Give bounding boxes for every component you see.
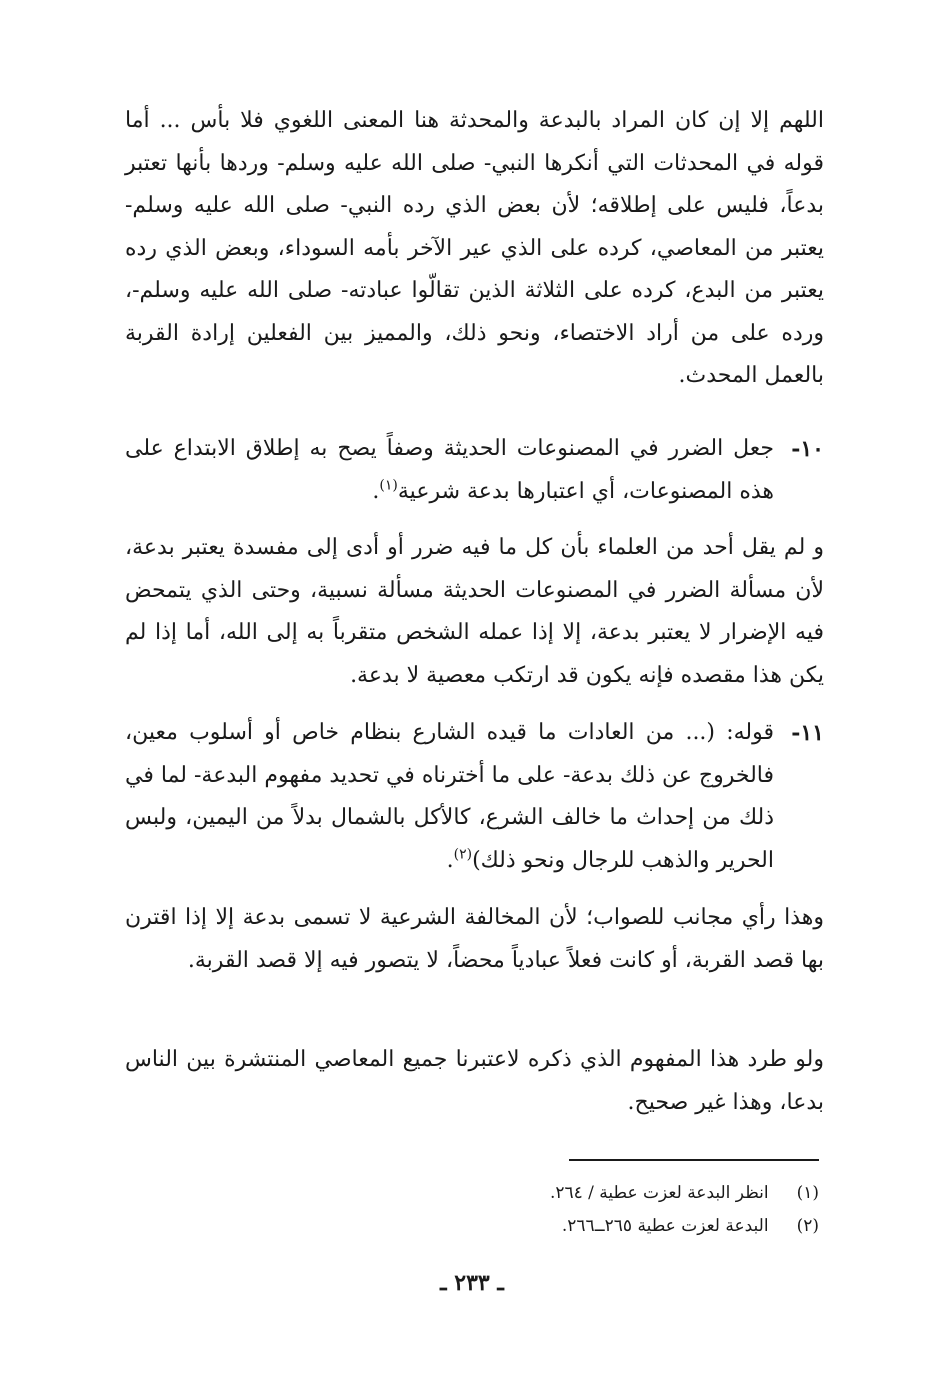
item-body (125, 712, 774, 882)
item-body (125, 428, 774, 513)
item-text: جعل الضرر في المصنوعات الحديثة وصفاً يصح به إطلاق الابتداع على هذه المصنوعات، أي اعتبارها بدعة شرعية (125, 436, 774, 504)
footnote-number: (١) (796, 1183, 819, 1203)
footnote-number: (٢) (796, 1216, 819, 1236)
paragraph-c (125, 1039, 824, 1124)
paragraph-text: وهذا رأي مجانب للصواب؛ لأن المخالفة الشرعية لا تسمى بدعة إلا إذا اقترن بها قصد القربة، أو كانت فعلاً عبادياً محضاً، لا يتصور فيه إلا قصد القربة. (125, 905, 824, 973)
item-number: ١١- (791, 720, 824, 746)
item-end: . (446, 847, 454, 873)
item-end: . (372, 478, 380, 504)
paragraph-a (125, 527, 824, 697)
paragraph-text: و لم يقل أحد من العلماء بأن كل ما فيه ضرر أو أدى إلى مفسدة يعتبر بدعة، لأن مسألة الضرر في المصنوعات الحديثة مسألة نسبية، وحتى الذي يتمحض فيه الإضرار لا يعتبر بدعة، إلا إذا عمله الشخص متقرباً به إلى الله، أما إذا لم يكن هذا مقصده فإنه يكون قد ارتكب معصية لا بدعة. (125, 535, 824, 688)
footnote-2 (300, 1211, 819, 1241)
item-text: قوله: (... من العادات ما قيده الشارع بنظام خاص أو أسلوب معين، فالخروج عن ذلك بدعة- على ما أخترناه في تحديد مفهوم البدعة- لما في ذلك من إحداث ما خالف الشرع، كالأكل بالشمال بدلاً من اليمين، ولبس الحرير والذهب للرجال ونحو ذلك) (125, 720, 774, 873)
item-number: ١٠- (791, 436, 824, 462)
footnote-ref-1[interactable]: (١) (379, 477, 398, 494)
intro-paragraph (125, 100, 824, 398)
footnote-separator (569, 1159, 819, 1161)
footnote-1 (300, 1178, 819, 1208)
footnote-text: البدعة لعزت عطية ٢٦٥ــ٢٦٦. (561, 1216, 769, 1236)
footnote-text: انظر البدعة لعزت عطية / ٢٦٤. (549, 1183, 769, 1203)
numbered-item-10 (125, 428, 824, 513)
paragraph-b (125, 897, 824, 982)
numbered-item-11 (125, 712, 824, 882)
page-number: ـ ٢٣٣ ـ (440, 1270, 504, 1296)
intro-text: اللهم إلا إن كان المراد بالبدعة والمحدثة هنا المعنى اللغوي فلا بأس ... أما قوله في المحدثات التي أنكرها النبي- صلى الله عليه وسلم- وردها بأنها تعتبر بدعاً، فليس على إطلاقه؛ لأن بعض الذي رده النبي- صلى الله عليه وسلم- يعتبر من المعاصي، كرده على الذي عير الآخر بأمه السوداء، وبعض الذي رده يعتبر من البدع، كرده على الثلاثة الذين تقالّوا عبادته- صلى الله عليه وسلم-، ورده على من أراد الاختصاء، ونحو ذلك، والمميز بين الفعلين إرادة القربة بالعمل المحدث. (125, 108, 824, 388)
footnote-ref-2[interactable]: (٢) (453, 846, 473, 863)
paragraph-text: ولو طرد هذا المفهوم الذي ذكره لاعتبرنا جميع المعاصي المنتشرة بين الناس بدعا، وهذا غير صحيح. (125, 1047, 824, 1115)
